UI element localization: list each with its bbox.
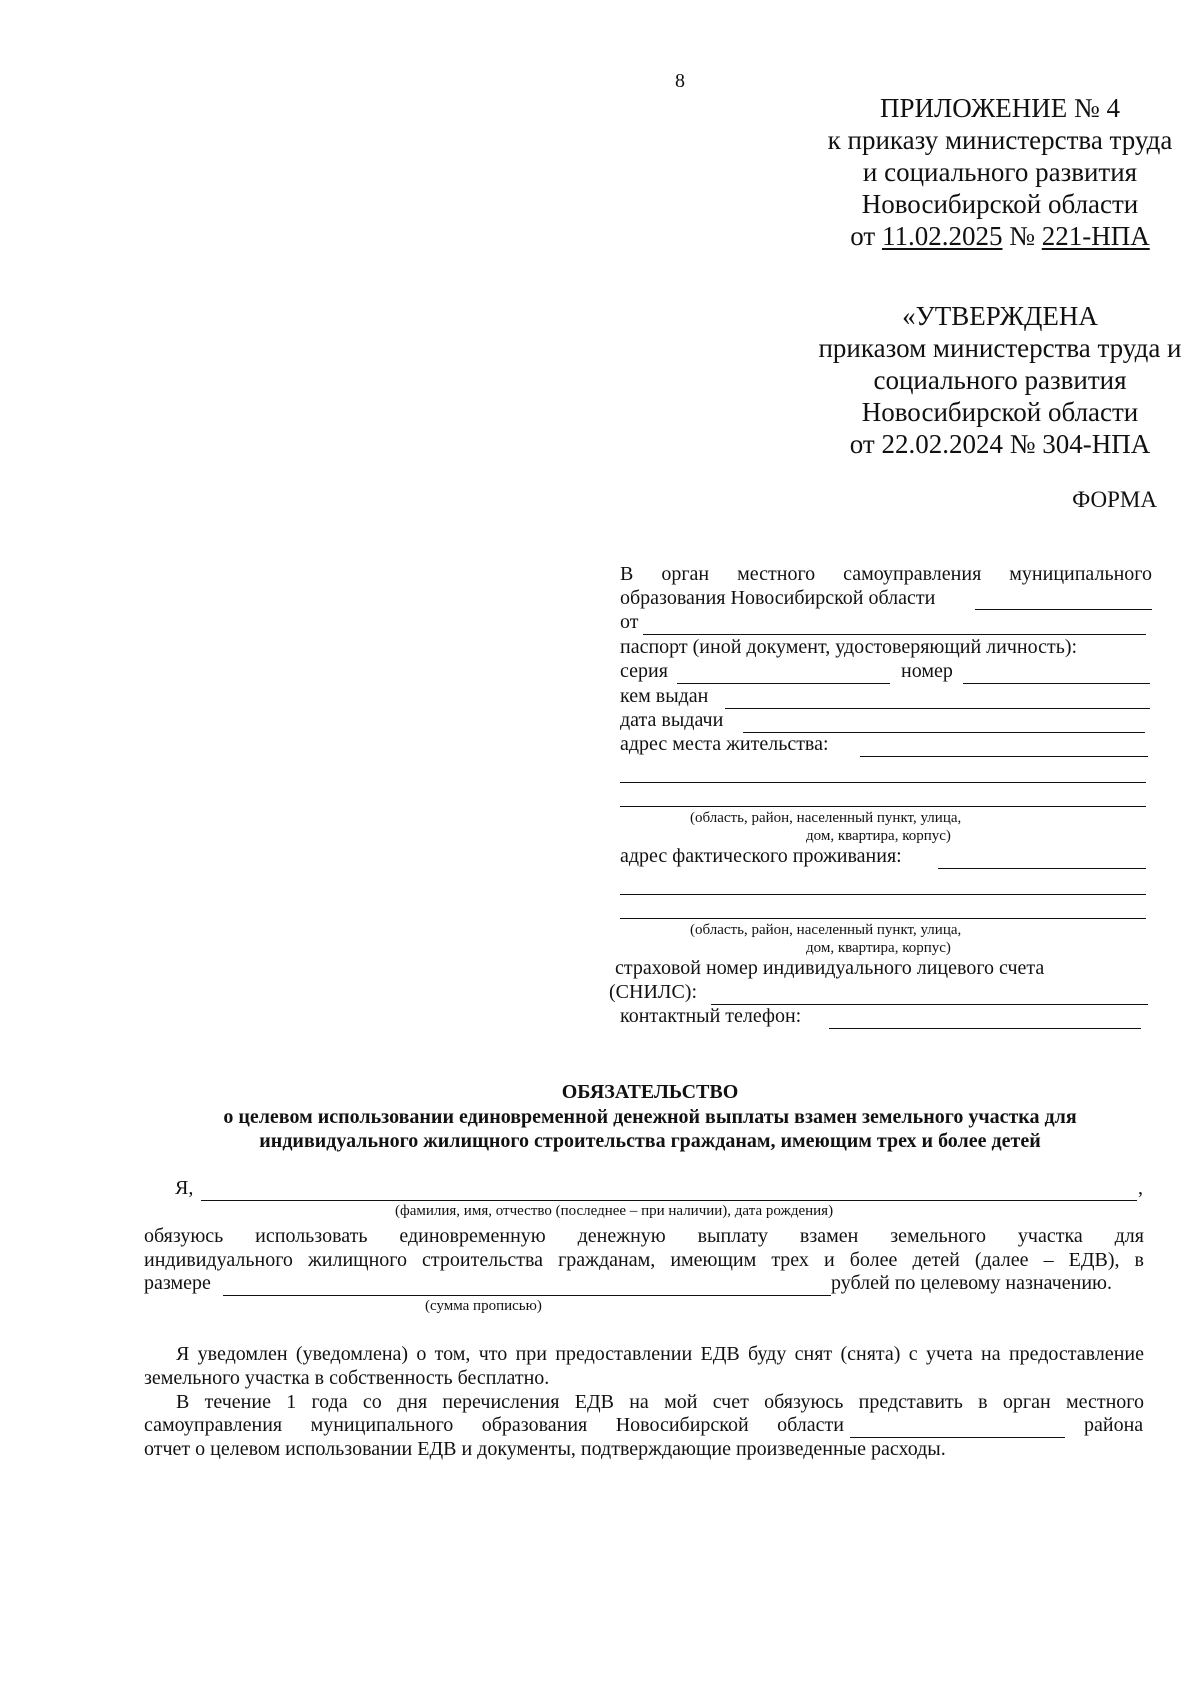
- addressee-line: В орган местного самоуправления муниципального: [620, 563, 1152, 585]
- actual-address-label: адрес фактического проживания:: [620, 845, 902, 867]
- addressee-line: образования Новосибирской области: [620, 587, 936, 609]
- address-hint: (область, район, населенный пункт, улица,: [690, 810, 962, 826]
- approved-line: от 22.02.2024 № 304-НПА: [849, 429, 1151, 459]
- issued-by-label: кем выдан: [620, 685, 709, 707]
- municipality-field[interactable]: [975, 609, 1152, 610]
- residence-address-field[interactable]: [620, 806, 1146, 807]
- issue-date-label: дата выдачи: [620, 709, 724, 731]
- order-number: 221-НПА: [1041, 221, 1150, 251]
- passport-label: паспорт (иной документ, удостоверяющий личность):: [620, 636, 1078, 658]
- actual-address-field[interactable]: [938, 868, 1146, 869]
- number-label: номер: [901, 660, 953, 682]
- phone-label: контактный телефон:: [620, 1005, 802, 1027]
- amount-suffix: рублей по целевому назначению.: [831, 1272, 1112, 1294]
- comma: ,: [1138, 1177, 1143, 1199]
- residence-address-label: адрес места жительства:: [620, 733, 829, 755]
- name-hint: (фамилия, имя, отчество (последнее – при наличии), дата рождения): [395, 1203, 834, 1219]
- obligation-text: индивидуального жилищного строительства гражданам, имеющим трех и более детей (далее – ЕДВ), в: [144, 1249, 1144, 1271]
- phone-field[interactable]: [829, 1028, 1141, 1029]
- full-name-field[interactable]: [201, 1200, 1137, 1201]
- notice-paragraph: Я уведомлен (уведомлена) о том, что при предоставлении ЕДВ буду снят (снята) с учета на предоставление земельного участка в собственность бесплатно.: [144, 1343, 1144, 1389]
- i-label: Я,: [175, 1177, 194, 1199]
- appendix-title: ПРИЛОЖЕНИЕ № 4: [879, 93, 1121, 123]
- appendix-line: Новосибирской области: [861, 189, 1139, 219]
- issued-by-field[interactable]: [725, 708, 1150, 709]
- series-label: серия: [620, 660, 668, 682]
- snils-label: (СНИЛС):: [609, 981, 698, 1003]
- obligation-subtitle: индивидуального жилищного строительства гражданам, имеющим трех и более детей: [259, 1130, 1041, 1152]
- amount-in-words-field[interactable]: [223, 1295, 831, 1296]
- appendix-order-ref: [710, 220, 1200, 252]
- obligation-text: обязуюсь использовать единовременную денежную выплату взамен земельного участка для: [144, 1225, 1144, 1247]
- approved-line: Новосибирской области: [861, 397, 1139, 427]
- approved-title: «УТВЕРЖДЕНА: [902, 301, 1098, 331]
- address-hint: дом, квартира, корпус): [806, 940, 951, 956]
- number-sign: №: [1009, 221, 1035, 251]
- from-label: от: [850, 221, 876, 251]
- obligation-title: ОБЯЗАТЕЛЬСТВО: [561, 1081, 739, 1103]
- report-paragraph-line: В течение 1 года со дня перечисления ЕДВ на мой счет обязуюсь представить в орган местного: [176, 1391, 1144, 1413]
- approved-line: социального развития: [873, 365, 1127, 395]
- district-suffix: района: [1084, 1414, 1144, 1436]
- amount-label: размере: [144, 1272, 211, 1294]
- residence-address-field[interactable]: [620, 782, 1146, 783]
- appendix-line: и социального развития: [862, 157, 1138, 187]
- form-label: ФОРМА: [1072, 487, 1157, 512]
- amount-hint: (сумма прописью): [425, 1298, 542, 1314]
- actual-address-field[interactable]: [620, 918, 1146, 919]
- from-field[interactable]: [643, 634, 1146, 635]
- number-field[interactable]: [963, 683, 1150, 684]
- approved-line: приказом министерства труда и: [818, 333, 1182, 363]
- page-number: 8: [675, 70, 685, 92]
- report-paragraph-line: отчет о целевом использовании ЕДВ и документы, подтверждающие произведенные расходы.: [144, 1438, 946, 1460]
- residence-address-field[interactable]: [860, 756, 1148, 757]
- from-label: от: [620, 611, 639, 633]
- address-hint: дом, квартира, корпус): [806, 828, 951, 844]
- report-paragraph-line: самоуправления муниципального образования Новосибирской области: [144, 1414, 844, 1436]
- appendix-line: к приказу министерства труда: [827, 125, 1173, 155]
- address-hint: (область, район, населенный пункт, улица,: [690, 922, 962, 938]
- snils-label: страховой номер индивидуального лицевого счета: [615, 957, 1045, 979]
- obligation-subtitle: о целевом использовании единовременной денежной выплаты взамен земельного участка для: [223, 1106, 1077, 1128]
- series-field[interactable]: [677, 683, 890, 684]
- order-date: 11.02.2025: [881, 221, 1003, 251]
- actual-address-field[interactable]: [620, 894, 1146, 895]
